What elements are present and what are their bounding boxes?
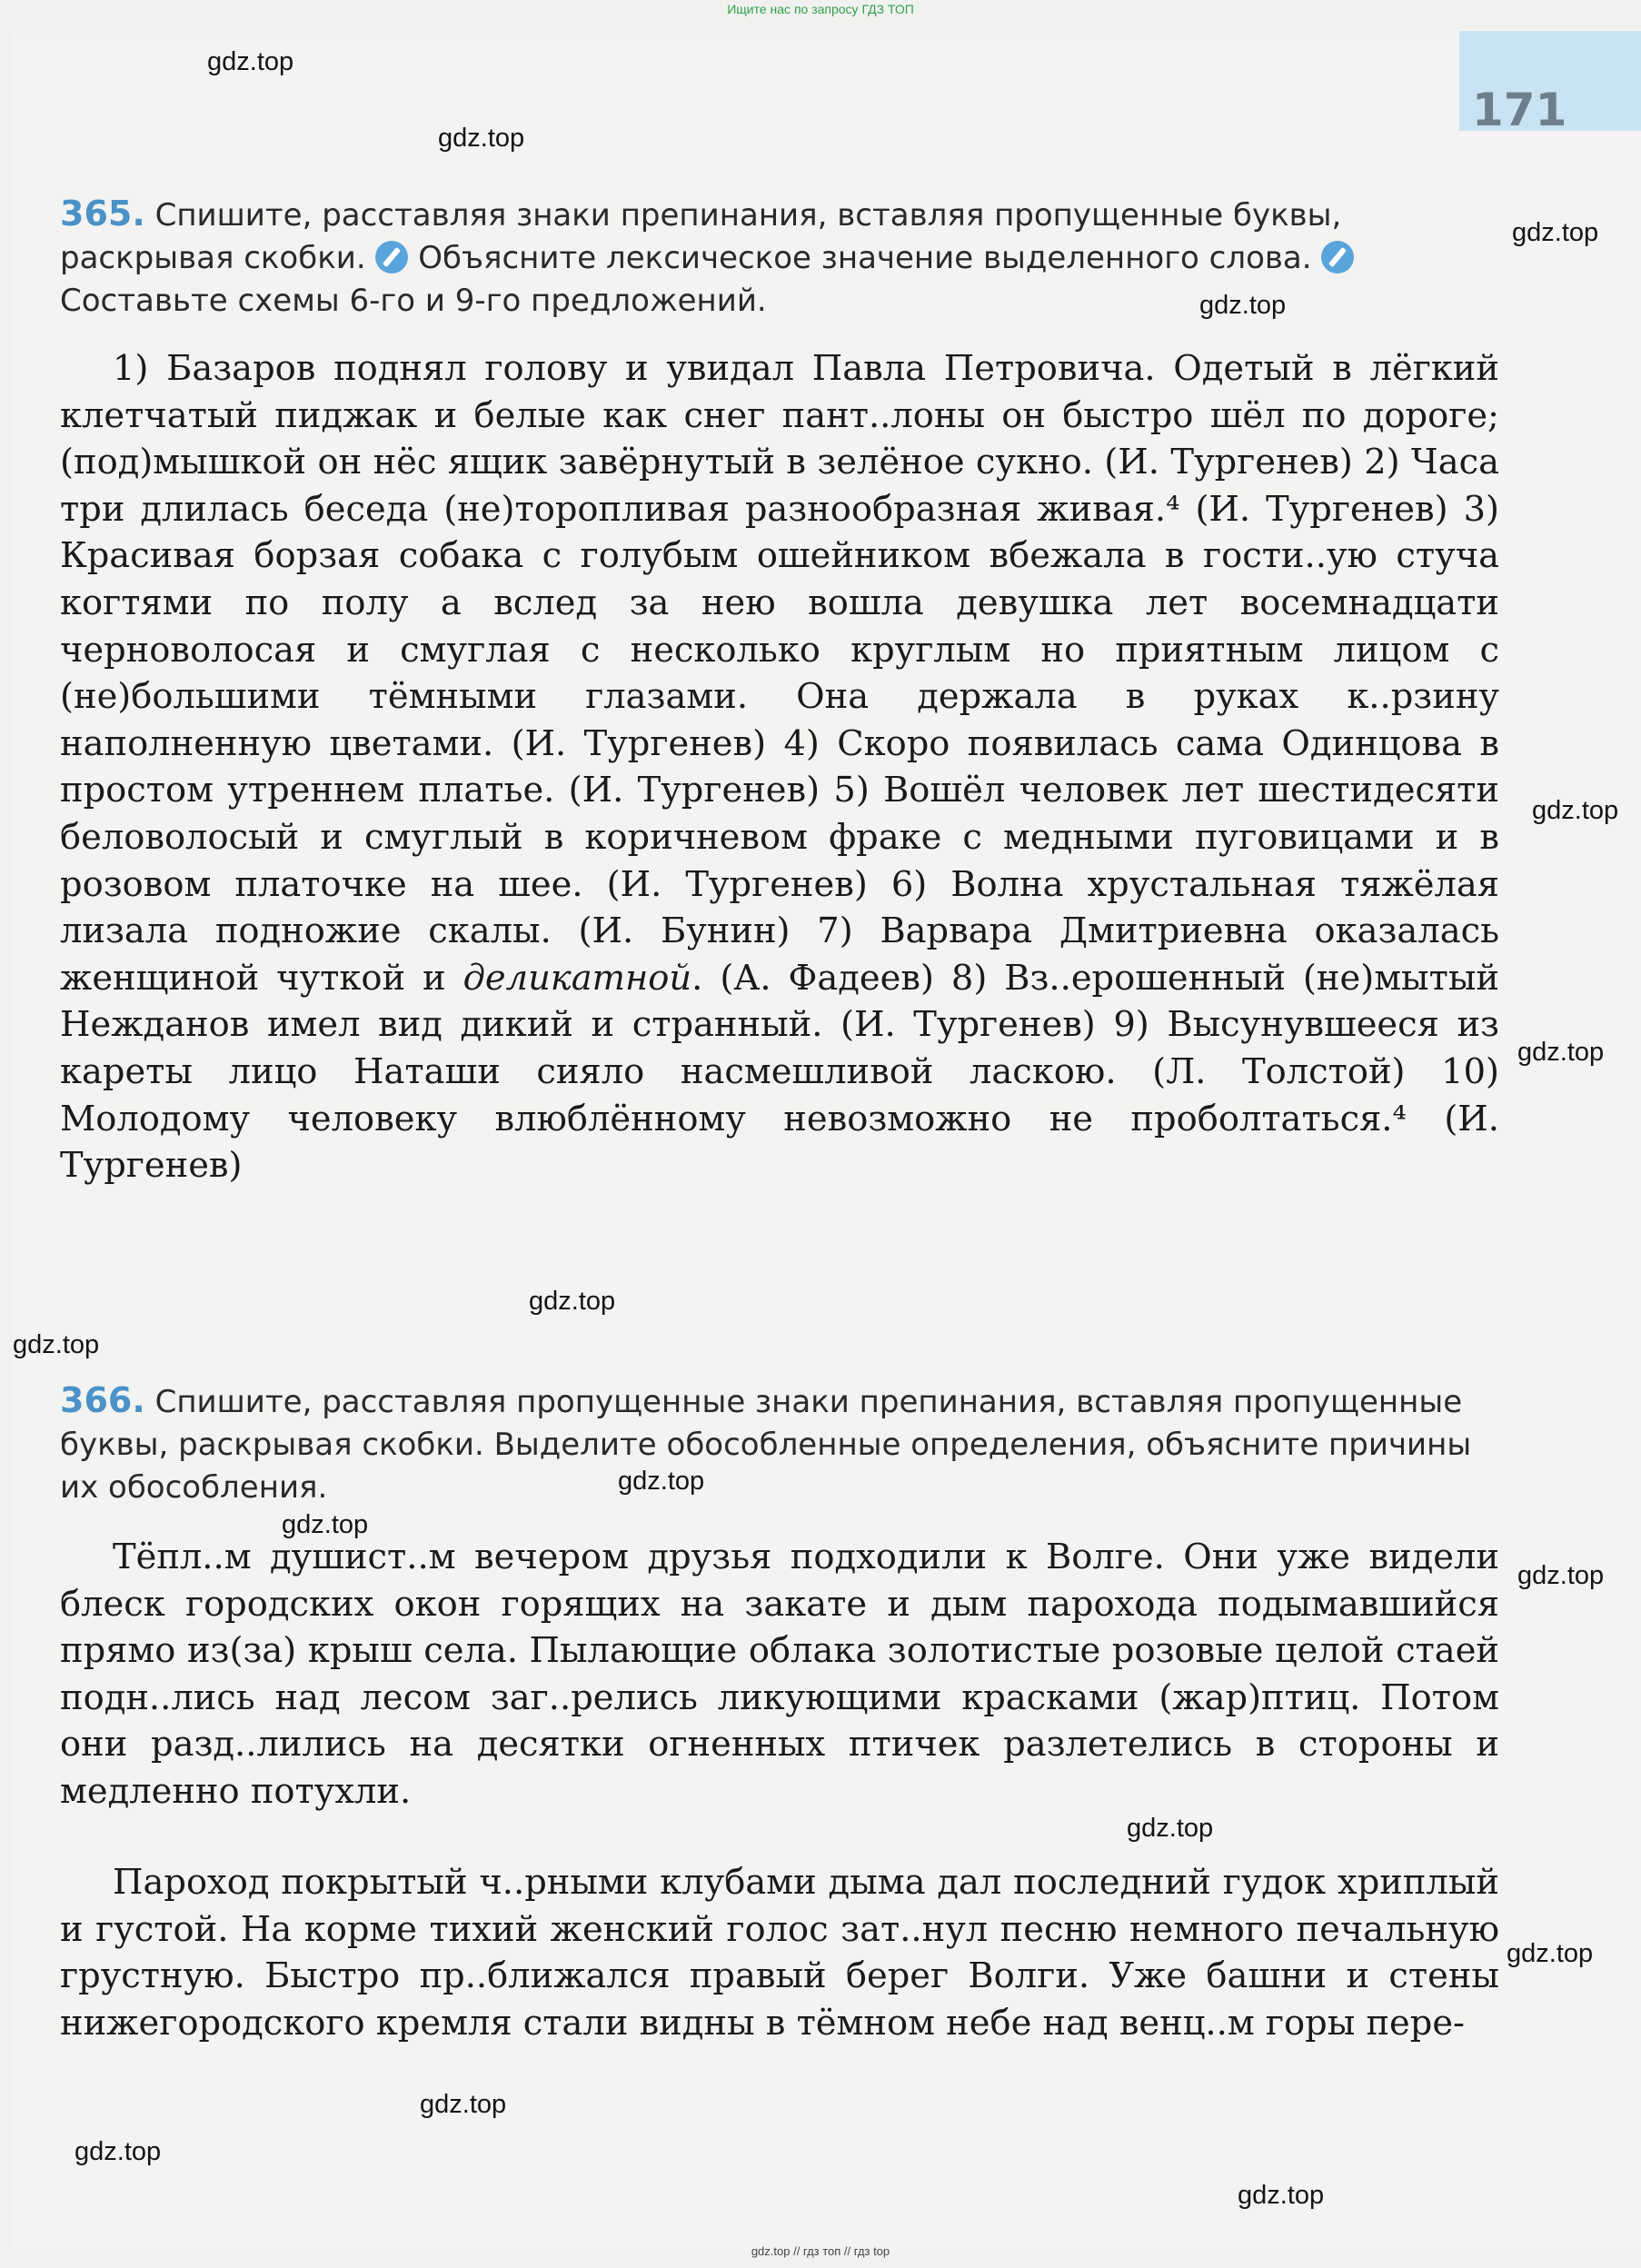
watermark[interactable]: gdz.top — [618, 1467, 705, 1496]
task-366-instruction-text: Спишите, расставляя пропущенные знаки препинания, вставляя пропущенные буквы, раскрывая скобки. Выделите обособленные определения, объясните причины их обособления. — [60, 1384, 1472, 1506]
watermark[interactable]: gdz.top — [1512, 218, 1599, 247]
watermark[interactable]: gdz.top — [13, 1330, 100, 1359]
watermark[interactable]: gdz.top — [420, 2090, 507, 2119]
task-365-instruction-part2: Объясните лексическое значение выделенного слова. — [418, 240, 1312, 276]
task-365-text-tail: . (А. Фадеев) 8) Вз..ерошенный (не)мытый Нежданов имел вид дикий и странный. (И. Тургенев) 9) Высунувшееся из кареты лицо Наташи сияло насмешливой ласкою. (Л. Толстой) 10) Молодому человеку влюблённому невозможно не проболтаться.⁴ (И. Тургенев) — [60, 957, 1499, 1187]
task-365-text — [60, 345, 1499, 1189]
task-366-paragraph-2: Пароход покрытый ч..рными клубами дыма дал последний гудок хриплый и густой. На корме тихий женский голос зат..нул песню немного печальную грустную. Быстро пр..ближался правый берег Волги. Уже башни и стены нижегородского кремля стали видны в тёмном небе над венц..м горы пере- — [60, 1862, 1499, 2044]
watermark[interactable]: gdz.top — [1507, 1939, 1594, 1968]
task-366-paragraph-1: Тёпл..м душист..м вечером друзья подходили к Волге. Они уже видели блеск городских окон горящих на закате и дым парохода подымавшийся прямо из(за) крыш села. Пылающие облака золотистые розовые целой стаей подн..лись над лесом заг..релись ликующими красками (жар)птиц. Потом они разд..лились на десятки огненных птичек разлетелись в стороны и медленно потухли. — [60, 1537, 1499, 1812]
pen-icon — [1321, 241, 1354, 274]
bottom-banner[interactable]: gdz.top // гдз топ // гдз top — [751, 2244, 890, 2258]
task-365-instruction-part1: Спишите, расставляя знаки препинания, вставляя пропущенные буквы, раскрывая скобки. — [60, 197, 1342, 276]
task-366-number: 366. — [60, 1380, 145, 1420]
task-365-number: 365. — [60, 194, 145, 234]
watermark[interactable]: gdz.top — [75, 2137, 162, 2166]
highlighted-word: деликатной — [462, 957, 692, 999]
task-365-instruction — [60, 193, 1508, 323]
pen-icon — [375, 241, 408, 274]
watermark[interactable]: gdz.top — [1517, 1561, 1605, 1590]
top-banner[interactable]: Ищите нас по запросу ГДЗ ТОП — [727, 2, 914, 16]
task-365-text-main: 1) Базаров поднял голову и увидал Павла Петровича. Одетый в лёгкий клетчатый пиджак и белые как снег пант..лоны он быстро шёл по дороге; (под)мышкой он нёс ящик завёрнутый в зелёное сукно. (И. Тургенев) 2) Часа три длилась беседа (не)торопливая разнообразная живая.⁴ (И. Тургенев) 3) Красивая борзая собака с голубым ошейником вбежала в гости..ую стуча когтями по полу а вслед за нею вошла девушка лет восемнадцати черноволосая и смуглая с несколько круглым но приятным лицом с (не)большими тёмными глазами. Она держала в руках к..рзину наполненную цветами. (И. Тургенев) 4) Скоро появилась сама Одинцова в простом утреннем платье. (И. Тургенев) 5) Вошёл человек лет шестидесяти беловолосый и смуглый в коричневом фраке с медными пуговицами и в розовом платочке на шее. (И. Тургенев) 6) Волна хрустальная тяжёлая лизала подножие скалы. (И. Бунин) 7) Варвара Дмитриевна оказалась женщиной чуткой и — [60, 348, 1499, 999]
watermark[interactable]: gdz.top — [207, 47, 294, 76]
watermark[interactable]: gdz.top — [438, 124, 525, 153]
watermark[interactable]: gdz.top — [1517, 1038, 1605, 1067]
watermark[interactable]: gdz.top — [282, 1510, 369, 1539]
watermark[interactable]: gdz.top — [1532, 796, 1619, 825]
watermark[interactable]: gdz.top — [1238, 2181, 1325, 2210]
watermark[interactable]: gdz.top — [1199, 291, 1287, 320]
watermark[interactable]: gdz.top — [529, 1287, 616, 1316]
task-365-instruction-part3: Составьте схемы 6-го и 9-го предложений. — [60, 283, 767, 319]
task-366-instruction — [60, 1379, 1508, 1509]
watermark[interactable]: gdz.top — [1127, 1814, 1214, 1843]
page-number: 171 — [1472, 84, 1567, 136]
